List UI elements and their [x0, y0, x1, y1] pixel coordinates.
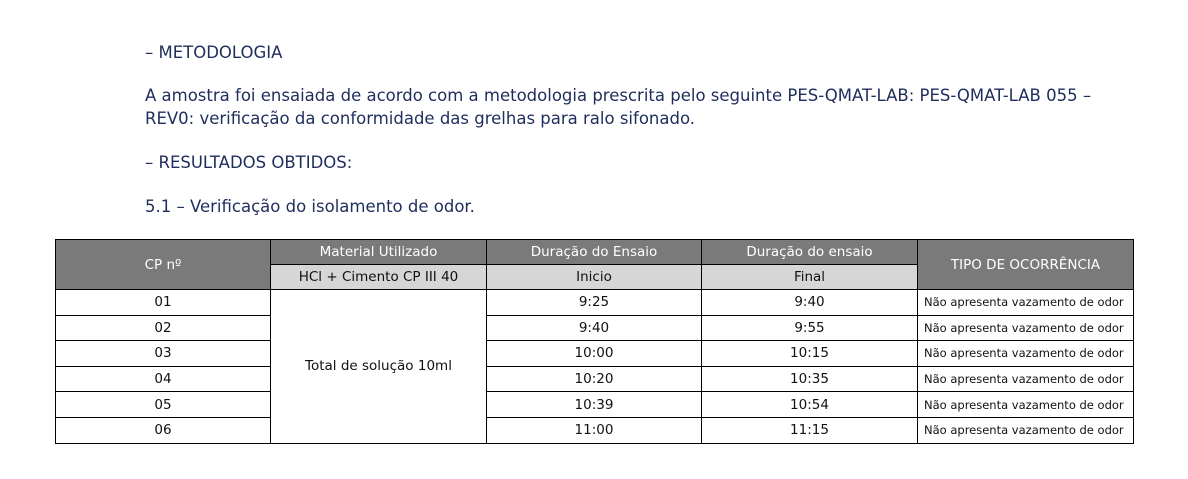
header-cp: CP nº	[56, 240, 271, 290]
metodologia-text: A amostra foi ensaiada de acordo com a metodologia prescrita pelo seguinte PES-QMAT-LAB: PES-QMAT-LAB 055 – REV0: verificação da conformidade das grelhas para ralo sifonado.	[145, 86, 1092, 128]
ocorrencia-cell: Não apresenta vazamento de odor	[918, 341, 1134, 367]
table-row	[56, 417, 1134, 443]
ocorrencia-cell: Não apresenta vazamento de odor	[918, 417, 1134, 443]
cp-cell: 06	[56, 417, 271, 443]
inicio-cell: 10:20	[487, 366, 702, 392]
final-cell: 9:40	[702, 290, 918, 316]
resultados-heading: – RESULTADOS OBTIDOS:	[145, 153, 353, 172]
results-table	[55, 239, 1134, 444]
table-row	[56, 290, 1134, 316]
cp-cell: 02	[56, 315, 271, 341]
metodologia-heading: – METODOLOGIA	[145, 43, 283, 62]
inicio-cell: 10:39	[487, 392, 702, 418]
cp-cell: 01	[56, 290, 271, 316]
final-cell: 10:15	[702, 341, 918, 367]
final-cell: 10:35	[702, 366, 918, 392]
inicio-cell: 10:00	[487, 341, 702, 367]
final-cell: 9:55	[702, 315, 918, 341]
inicio-cell: 9:25	[487, 290, 702, 316]
table-row	[56, 392, 1134, 418]
table-row	[56, 341, 1134, 367]
final-cell: 10:54	[702, 392, 918, 418]
final-cell: 11:15	[702, 417, 918, 443]
inicio-cell: 9:40	[487, 315, 702, 341]
material-value-cell: Total de solução 10ml	[271, 290, 487, 444]
ocorrencia-cell: Não apresenta vazamento de odor	[918, 366, 1134, 392]
cp-cell: 04	[56, 366, 271, 392]
cp-cell: 05	[56, 392, 271, 418]
table-row	[56, 315, 1134, 341]
header-inicio-sub: Inicio	[487, 265, 702, 290]
inicio-cell: 11:00	[487, 417, 702, 443]
header-material: Material Utilizado	[271, 240, 487, 265]
header-final-sub: Final	[702, 265, 918, 290]
subsection-heading: 5.1 – Verificação do isolamento de odor.	[145, 197, 475, 216]
cp-cell: 03	[56, 341, 271, 367]
header-duracao-final: Duração do ensaio	[702, 240, 918, 265]
ocorrencia-cell: Não apresenta vazamento de odor	[918, 290, 1134, 316]
header-material-sub: HCl + Cimento CP III 40	[271, 265, 487, 290]
header-duracao-inicio: Duração do Ensaio	[487, 240, 702, 265]
ocorrencia-cell: Não apresenta vazamento de odor	[918, 392, 1134, 418]
ocorrencia-cell: Não apresenta vazamento de odor	[918, 315, 1134, 341]
table-row	[56, 366, 1134, 392]
header-ocorrencia: TIPO DE OCORRÊNCIA	[918, 240, 1134, 290]
